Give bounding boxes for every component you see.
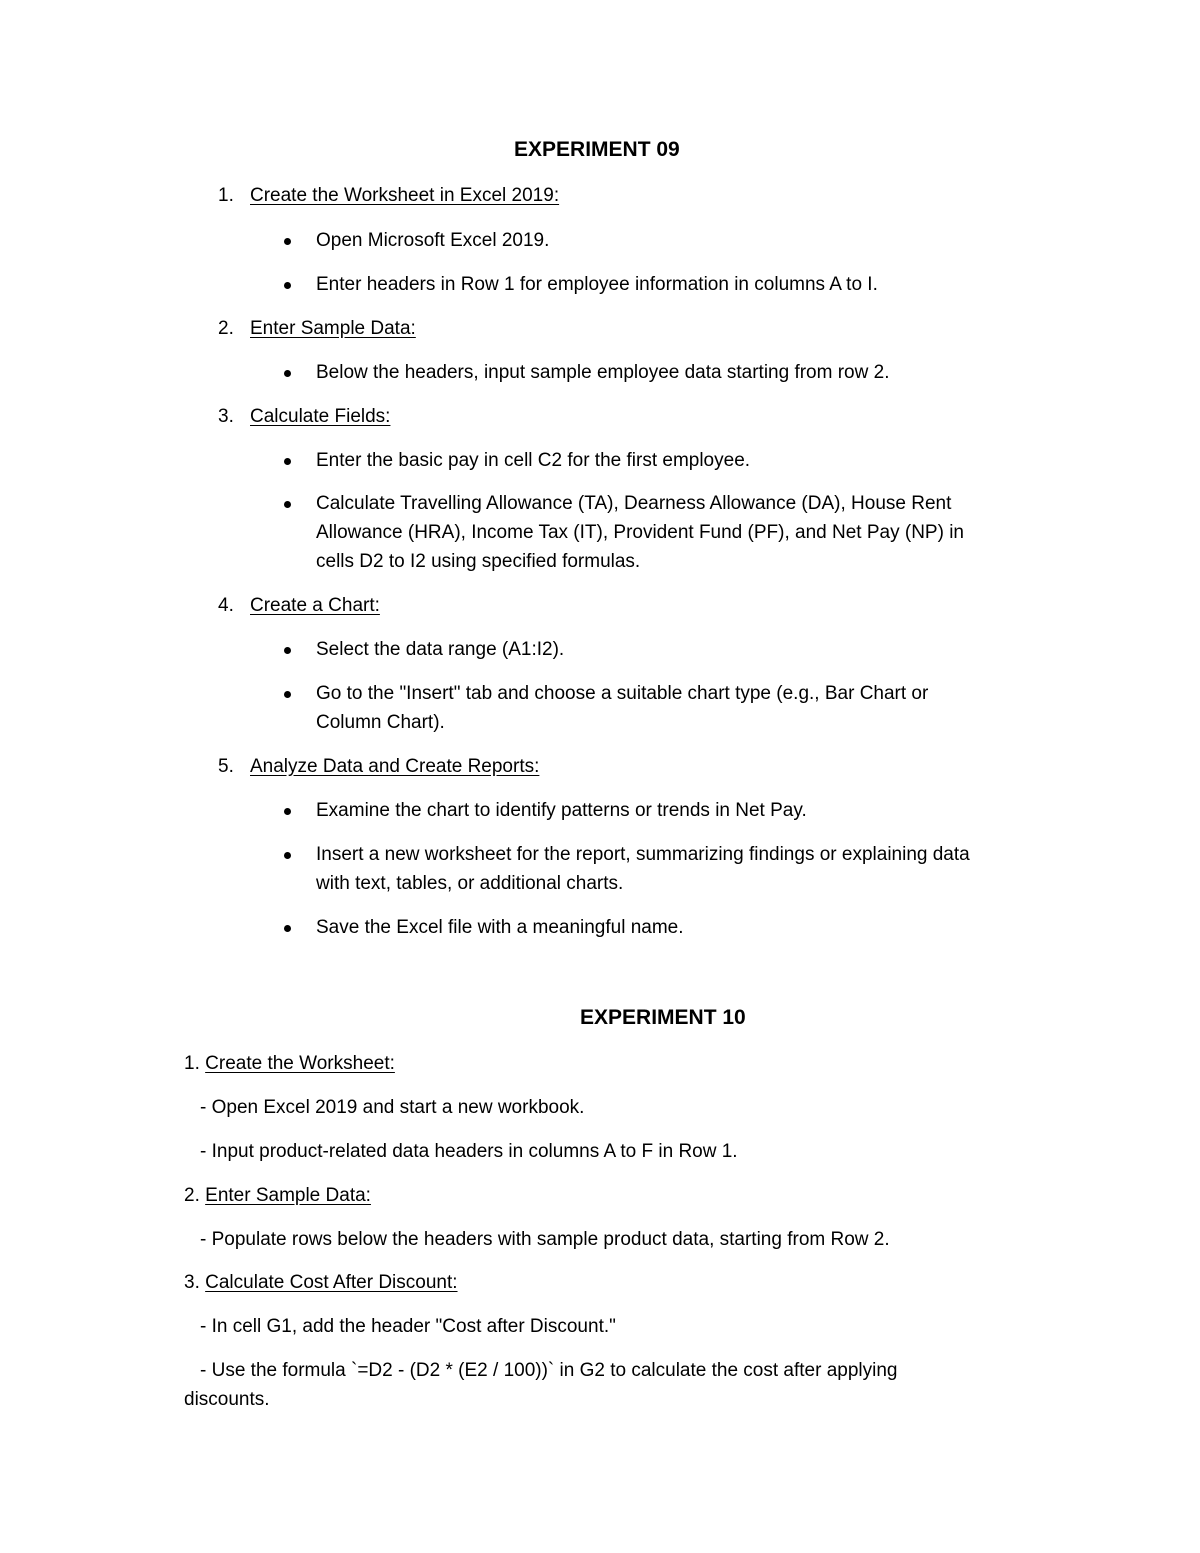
bullet-icon [284, 458, 291, 465]
bullet-icon [284, 808, 291, 815]
exp10-step-3-number: 3. [184, 1272, 200, 1293]
exp10-step-3-line-3: discounts. [184, 1389, 270, 1410]
exp9-step-2-heading: Enter Sample Data: [250, 318, 416, 339]
exp9-step-3-number: 3. [218, 406, 234, 427]
exp10-step-1 [184, 1049, 395, 1078]
exp10-step-1-number: 1. [184, 1053, 200, 1074]
exp9-step-2-number: 2. [218, 318, 234, 339]
bullet-icon [284, 925, 291, 932]
bullet-icon [284, 852, 291, 859]
exp10-step-1-line-2: - Input product-related data headers in columns A to F in Row 1. [200, 1141, 738, 1162]
exp9-step-4-heading: Create a Chart: [250, 595, 380, 616]
exp10-step-1-heading: Create the Worksheet: [205, 1053, 395, 1074]
exp10-step-3-heading: Calculate Cost After Discount: [205, 1272, 458, 1293]
exp9-step-5-heading: Analyze Data and Create Reports: [250, 756, 540, 777]
exp9-step-5-number: 5. [218, 756, 234, 777]
bullet-icon [284, 238, 291, 245]
exp10-step-3-line-1: - In cell G1, add the header "Cost after Discount." [200, 1316, 616, 1337]
exp10-step-2 [184, 1181, 371, 1210]
exp9-step-1-heading: Create the Worksheet in Excel 2019: [250, 185, 560, 206]
exp10-step-2-heading: Enter Sample Data: [205, 1185, 371, 1206]
bullet-text: Examine the chart to identify patterns or trends in Net Pay. [316, 800, 807, 821]
experiment-10-title: EXPERIMENT 10 [580, 1006, 746, 1029]
bullet-text: Below the headers, input sample employee data starting from row 2. [316, 362, 890, 383]
exp10-step-2-line-1: - Populate rows below the headers with sample product data, starting from Row 2. [200, 1229, 890, 1250]
experiment-09-title: EXPERIMENT 09 [514, 138, 680, 161]
exp9-step-4-number: 4. [218, 595, 234, 616]
bullet-text: Go to the "Insert" tab and choose a suitable chart type (e.g., Bar Chart or Column Chart). [316, 683, 929, 733]
exp9-step-3-heading: Calculate Fields: [250, 406, 391, 427]
exp9-step-1-number: 1. [218, 185, 234, 206]
bullet-text: Save the Excel file with a meaningful name. [316, 917, 684, 938]
exp10-step-3 [184, 1268, 458, 1297]
bullet-text: Open Microsoft Excel 2019. [316, 230, 550, 251]
bullet-text: Enter headers in Row 1 for employee information in columns A to I. [316, 274, 878, 295]
exp10-step-1-line-1: - Open Excel 2019 and start a new workbook. [200, 1097, 585, 1118]
exp10-step-3-line-2: - Use the formula `=D2 - (D2 * (E2 / 100))` in G2 to calculate the cost after applying [200, 1360, 898, 1381]
bullet-icon [284, 370, 291, 377]
bullet-text: Select the data range (A1:I2). [316, 639, 565, 660]
bullet-text: Insert a new worksheet for the report, summarizing findings or explaining data with text, tables, or additional charts. [316, 844, 970, 894]
exp10-step-2-number: 2. [184, 1185, 200, 1206]
bullet-icon [284, 282, 291, 289]
bullet-icon [284, 647, 291, 654]
bullet-icon [284, 501, 291, 508]
bullet-text: Enter the basic pay in cell C2 for the first employee. [316, 450, 751, 471]
bullet-text: Calculate Travelling Allowance (TA), Dearness Allowance (DA), House Rent Allowance (HRA), Income Tax (IT), Provident Fund (PF), and Net Pay (NP) in cells D2 to I2 using specified formulas. [316, 493, 964, 572]
bullet-icon [284, 691, 291, 698]
